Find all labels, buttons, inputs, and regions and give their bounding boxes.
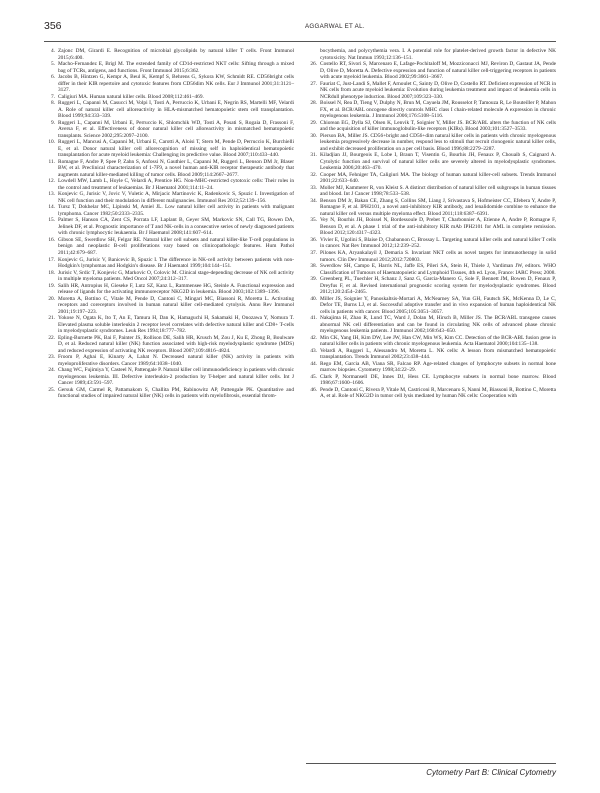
reference-text: Velardi A, Ruggeri L, Alessandro M, Moretta L. NK cells: A lesson from mismatched hematopoietic transplantation. Trends Immunol 2002;23:438–444. [320, 347, 556, 361]
reference-text: Palmer S, Hanson CA, Zent CS, Porrata LF, Laplant B, Geyer SM, Markovic SN, Call TG, Bowen DA, Jelinek DF, et al. Prognostic importance of T and NK-cells in a consecutive series of newly diagnosed patients with chronic lymphocytic leukaemia. Br J Haematol 2008;141:607–614. [58, 217, 294, 237]
reference-number: 27. [310, 80, 317, 87]
reference-number: 28. [310, 100, 317, 107]
reference-number: 8. [50, 100, 55, 107]
reference-number: 46. [310, 386, 317, 393]
reference-text: Moller MJ, Kammerer R, von Kleist S. A distinct distribution of natural killer cell subgroups in human tissues and blood. Int J Cancer 1998;78:533–538. [320, 184, 556, 198]
reference-item [44, 237, 294, 257]
reference-text: Konjevic G, Jurisic V, Banicevic B, Spuzic I. The difference in NK-cell activity between patients with non-Hodgkin's lymphomas and Hodgkin's disease. Br J Haematol 1999;104:144–151. [58, 256, 294, 270]
reference-text: Lowdell MW, Lamb L, Hoyle C, Velardi A, Prentice HG. Non-MHC-restricted cytotoxic cells: Their roles in the control and treatment of leukaemias. Br J Haematol 2001;114:11–24. [58, 178, 294, 191]
reference-text: Yokose N, Ogata K, Ito T, An E, Tamura H, Dan K, Hamaguchi H, Sakamaki H, Onozawa Y, Nomura T. Elevated plasma soluble interleukin 2 receptor level correlates with defective natural killer and CD8+ T-cells in myelodysplastic syndromes. Leuk Res 1994;18:777–782. [58, 315, 294, 335]
reference-item [306, 198, 556, 218]
reference-item [44, 296, 294, 316]
reference-number: 40. [310, 295, 317, 302]
reference-number: 26. [310, 61, 317, 68]
reference-number: 10. [48, 139, 55, 146]
reference-item [306, 152, 556, 172]
reference-text: Boissel N, Rea D, Tieng V, Dulphy N, Brun M, Cayuela JM, Rousselot P, Tamouza R, Le Bouteiller P, Mahon FX, et al. BCR/ABL oncogene directly controls MHC class I chain-related molecule A expression in chronic myelogenous leukemia. J Immunol 2006;176:5108–5116. [320, 100, 556, 120]
reference-item [44, 74, 294, 94]
reference-text: Miller JS, Soignier Y, Panoskaltsis-Mortari A, McNearney SA, Yun GH, Fautsch SK, McKenna D, Le C, Defor TE, Burns LJ, et al. Successful adoptive transfer and in vivo expansion of human haploidentical NK cells in patients with cancer. Blood 2005;105:3051–3057. [320, 295, 556, 315]
reference-number: 41. [310, 315, 317, 322]
reference-item [44, 204, 294, 217]
reference-text: Nakajima H, Zhao R, Lund TC, Ward J, Dolan M, Hirsch B, Miller JS. The BCR/ABL transgene causes abnormal NK cell differentiation and can be found in circulating NK cells of advanced phase chronic myelogenous leukemia patients. J Immunol 2002;168:643–650. [320, 315, 556, 335]
right-column-references [306, 48, 556, 400]
reference-text: Vey N, Bourhis JH, Boissel N, Bordessoule D, Prebet T, Charbonnier A, Etienne A, Andre P, Romagne F, Benson D, et al. A phase 1 trial of the anti-inhibitory KIR mAb IPH2101 for AML in complete remission. Blood 2012;120:4317–4323. [320, 217, 556, 237]
reference-text: Pierson BA, Miller JS. CD56+bright and CD56+dim natural killer cells in patients with chronic myelogenous leukemia progressively decrease in number, respond less to stimuli that recruit clonogenic natural killer cells, and exhibit decreased proliferation on a per cell basis. Blood 1996;88:2279–2287. [320, 132, 556, 152]
page-number: 356 [44, 20, 62, 32]
reference-text: Romagne F, Andre P, Spee P, Zahn S, Anfossi N, Gauthier L, Capanni M, Ruggeri L, Benson DM Jr, Blaser BW, et al. Preclinical characterization of 1-7F9, a novel human anti-KIR receptor therapeutic antibody that augments natural killer-mediated killing of tumor cells. Blood 2009;114:2667–2677. [58, 158, 294, 178]
reference-number: 12. [48, 178, 55, 185]
reference-item [44, 159, 294, 179]
reference-text: Gibson SE, Swerdlow SH, Felgar RE. Natural killer cell subsets and natural killer-like T-cell populations in benign and neoplastic B-cell proliferations vary based on clinicopathologic features. Hum Pathol 2011;42:679–687. [58, 236, 294, 256]
reference-item [44, 354, 294, 367]
reference-text: Jurisic V, Srdic T, Konjevic G, Markovic O, Colovic M. Clinical stage-depending decrease of NK cell activity in multiple myeloma patients. Med Oncol 2007;24:312–317. [58, 269, 294, 283]
reference-text: Swerdlow SH, Campo E, Harris NL, Jaffe ES, Pileri SA, Stein H, Thiele J, Vardiman JW, editors. WHO Classification of Tumours of Haematopoietic and Lymphoid Tissues, 4th ed. Lyon, France: IARC Press; 2008. [320, 263, 556, 276]
reference-item [306, 172, 556, 185]
reference-item [306, 120, 556, 133]
reference-number: 14. [48, 204, 55, 211]
reference-number: 38. [310, 263, 317, 270]
journal-footer: Cytometry Part B: Clinical Cytometry [426, 768, 556, 777]
reference-item [44, 283, 294, 296]
reference-item [306, 296, 556, 316]
reference-item [306, 348, 556, 361]
reference-item [306, 81, 556, 101]
reference-text: Moretta A, Bottino C, Vitale M, Pende D, Cantoni C, Mingari MC, Biassoni R, Moretta L. Activating receptors and coreceptors involved in human natural killer cell-mediated cytolysis. Annu Rev Immunol 2001;19:197–223. [58, 295, 294, 315]
reference-text: Macho-Fernandez E, Brigl M. The extended family of CD1d-restricted NKT cells: Sifting through a mixed bag of TCRs, antigens, and functions. Front Immunol 2015;6:362. [58, 61, 294, 74]
reference-text: Chang WC, Fujimiya Y, Casteel N, Pattengale P. Natural killer cell immunodeficiency in patients with chronic myelogenous leukemia. III. Defective interleukin-2 production by T-helper and natural killer cells. Int J Cancer 1989;43:591–597. [58, 367, 294, 387]
reference-text: Clark P, Normansell DE, Innes DJ, Hess CE. Lymphocyte subsets in normal bone marrow. Blood 1986;67:1600–1606. [320, 373, 556, 387]
reference-item [306, 387, 556, 400]
reference-item [44, 48, 294, 61]
reference-item [306, 250, 556, 263]
reference-continuation: bocythemia, and polycythemia vera. I. A potential role for platelet-derived growth factor in defective NK cytotoxicity. Nat Immun 1993;12:136–151. [320, 48, 556, 61]
reference-number: 9. [50, 119, 55, 126]
reference-item [44, 315, 294, 335]
reference-number: 11. [48, 158, 55, 165]
reference-number: 37. [310, 249, 317, 256]
reference-item [306, 237, 556, 250]
reference-text: Epling-Burnette PK, Bai F, Painter JS, Rollison DE, Salih HR, Krusch M, Zou J, Ku E, Zhong B, Boulware D, et al. Reduced natural killer (NK) function associated with high-risk myelodysplastic syndrome (MDS) and reduced expression of activating NK receptors. Blood 2007;109:4816–4824. [58, 334, 294, 354]
reference-text: Ruggeri L, Capanni M, Urbani E, Perruccio K, Shlomchik WD, Tosti A, Posati S, Rogaia D, Frassoni F, Aversa F, et al. Effectiveness of donor natural killer cell alloreactivity in mismatched hematopoietic transplants. Science 2002;295:2097–2100. [58, 119, 294, 139]
reference-number: 16. [48, 236, 55, 243]
reference-item [44, 61, 294, 74]
reference-text: Min CK, Yang IH, Kim DW, Lee JW, Han CW, Min WS, Kim CC. Detection of the BCR-ABL fusion gene in natural killer cells in patients with chronic myelogenous leukemia. Acta Haematol 2000;104:135–138. [320, 334, 556, 348]
reference-number: 43. [310, 347, 317, 354]
reference-text: Gersuk GM, Carmel R, Pattamakom S, Challita PM, Rabinowitz AP, Pattengale PK. Quantitative and functional studies of impaired natural killer (NK) cells in patients with myelofibrosis, essential throm- [58, 386, 294, 400]
reference-item [306, 61, 556, 81]
reference-text: Fauriat C, Just-Landi S, Mallet F, Arnoulet C, Sainty D, Olive D, Costello RT. Deficient expression of NCR in NK cells from acute myeloid leukemia: Evolution during leukemia treatment and impact of leukemia cells in NCRdull phenotype induction. Blood 2007;109:323–330. [320, 80, 556, 100]
reference-item [44, 387, 294, 400]
reference-number: 29. [310, 119, 317, 126]
reference-item [306, 263, 556, 276]
reference-text: Costello RT, Sivori S, Marcenaro E, Lafage-Pochitaloff M, Mozziconacci MJ, Reviron D, Gastaut JA, Pende D, Olive D, Moretta A. Defective expression and function of natural killer cell-triggering receptors in patients with acute myeloid leukemia. Blood 2002;99:3661–3667. [320, 61, 556, 81]
reference-number: 39. [310, 276, 317, 283]
reference-item [306, 185, 556, 198]
reference-text: Konjevic G, Jurisic V, Jovic V, Vuletic A, Mirjacic Martinovic K, Radenkovic S, Spuzic I. Investigation of NK cell function and their modulation in different malignancies. Immunol Res 2012;52:139–156. [58, 191, 294, 204]
reference-number: 7. [50, 93, 55, 100]
reference-text: Pilones KA, Aryankalayil J, Demaria S. Invariant NKT cells as novel targets for immunotherapy in solid tumors. Clin Dev Immunol 2012;2012:720803. [320, 249, 556, 263]
reference-number: 18. [48, 269, 55, 276]
reference-number: 24. [48, 367, 55, 374]
reference-number: 20. [48, 295, 55, 302]
reference-item [306, 276, 556, 296]
reference-number: 19. [48, 282, 55, 289]
reference-item [44, 191, 294, 204]
reference-number: 4. [50, 48, 55, 54]
reference-text: Benson DM Jr, Bakan CE, Zhang S, Collins SM, Liang J, Srivastava S, Hofmeister CC, Efebera Y, Andre P, Romagne F, et al. IPH2101, a novel anti-inhibitory KIR antibody, and lenalidomide combine to enhance the natural killer cell versus multiple myeloma effect. Blood 2011;118:6387–6391. [320, 197, 556, 217]
reference-text: Cooper MA, Fehniger TA, Caligiuri MA. The biology of human natural killer-cell subsets. Trends Immunol 2001;22:633–640. [320, 171, 556, 185]
reference-text: Ruggeri L, Mancusi A, Capanni M, Urbani E, Carotti A, Aloisi T, Stern M, Pende D, Perruccio K, Burchielli E, et al. Donor natural killer cell allorecognition of missing self in haploidentical hematopoietic transplantation for acute myeloid leukemia: Challenging its predictive value. Blood 2007;110:433–440. [58, 139, 294, 159]
reference-number: 35. [310, 217, 317, 224]
reference-number: 34. [310, 197, 317, 204]
reference-item [44, 120, 294, 140]
reference-number: 44. [310, 360, 317, 367]
reference-number: 15. [48, 217, 55, 224]
reference-text: Caligiuri MA. Human natural killer cells. Blood 2008;112:461–469. [58, 93, 204, 100]
header-rule [44, 41, 556, 42]
reference-number: 33. [310, 184, 317, 191]
reference-item [44, 367, 294, 387]
reference-item [306, 315, 556, 335]
reference-text: Ruggeri L, Capanni M, Casucci M, Volpi I, Tosti A, Perruccio K, Urbani E, Negrin RS, Martelli MF, Velardi A. Role of natural killer cell alloreactivity in HLA-mismatched hematopoietic stem cell transplantation. Blood 1999;94:333–339. [58, 100, 294, 120]
running-head: AGGARWAL ET AL. [305, 23, 365, 30]
page-header [44, 20, 556, 42]
reference-number: 30. [310, 132, 317, 139]
reference-text: Jacobs B, Hintzen G, Kempr A, Beul K, Kempf S, Behrens G, Sykora KW, Schmidt RE. CD56bright cells differ in their KIR repertoire and cytotoxic features from CD56dim NK cells. Eur J Immunol 2001;31:3121–3127. [58, 74, 294, 94]
reference-text: Greenberg PL, Tuechler H, Schanz J, Sanz G, Garcia-Manero G, Sole F, Bennett JM, Bowen D, Fenaux P, Dreyfus F, et al. Revised international prognostic scoring system for myelodysplastic syndromes. Blood 2012;120:2454–2465. [320, 276, 556, 296]
reference-text: Rego EM, Garcia AB, Viana SR, Falcao RP. Age-related changes of lymphocyte subsets in normal bone marrow biopsies. Cytometry 1998;34:22–29. [320, 360, 556, 374]
reference-item [306, 335, 556, 348]
reference-item [306, 374, 556, 387]
footer-rule [306, 763, 556, 764]
reference-text: Pende D, Cantoni C, Rivera P, Vitale M, Castriconi R, Marcenaro S, Nanni M, Biassoni R, Bottino C, Moretta A, et al. Role of NKG2D in tumor cell lysis mediated by human NK cells: Cooperation with [320, 386, 556, 400]
reference-item [44, 270, 294, 283]
reference-item [306, 133, 556, 153]
reference-number: 42. [310, 334, 317, 341]
reference-number: 23. [48, 354, 55, 361]
reference-number: 21. [48, 315, 55, 322]
reference-item [44, 139, 294, 159]
reference-number: 31. [310, 152, 317, 159]
reference-item [306, 361, 556, 374]
reference-item [306, 100, 556, 120]
reference-number: 36. [310, 236, 317, 243]
reference-number: 25. [48, 386, 55, 393]
reference-text: Kiladjian JJ, Bourgeois E, Lobe I, Braun T, Visentin G, Bourhis JH, Fenaux P, Chouaib S, Caignard A. Cytolytic function and survival of natural killer cells are severely altered in myelodysplastic syndromes. Leukemia 2006;20:463–470. [320, 152, 556, 172]
reference-text: Salih HR, Antropius H, Gieseke F, Lutz SZ, Kanz L, Rammensee HG, Steinle A. Functional expression and release of ligands for the activating immunoreceptor NKG2D in leukemia. Blood 2003;102:1389–1396. [58, 282, 294, 296]
reference-number: 17. [48, 256, 55, 263]
reference-number: 6. [50, 74, 55, 81]
reference-number: 32. [310, 171, 317, 178]
reference-item [44, 335, 294, 355]
reference-number: 22. [48, 334, 55, 341]
reference-item [306, 217, 556, 237]
reference-number: 45. [310, 373, 317, 380]
reference-item [44, 257, 294, 270]
reference-text: Chiorean EG, Dylla SJ, Olsen K, Lenvik T, Soignier Y, Miller JS. BCR/ABL alters the function of NK cells and the acquisition of killer immunoglobulin-like receptors (KIRs). Blood 2003;101:3527–3533. [320, 119, 556, 133]
reference-text: Vivier E, Ugolini S, Blaise D, Chabannon C, Brossay L. Targeting natural killer cells and natural killer T cells in cancer. Nat Rev Immunol 2012;12:239–252. [320, 236, 556, 250]
reference-number: 13. [48, 191, 55, 198]
reference-text: Tursz T, Dokhelar MC, Lipinski M, Amiel JL. Low natural killer cell activity in patients with malignant lymphoma. Cancer 1982;50:2333–2335. [58, 204, 294, 217]
reference-text: Froom P, Aghai E, Kinarty A, Lahat N. Decreased natural killer (NK) activity in patients with myeloproliferative disorders. Cancer 1989;64:1038–1040. [58, 354, 294, 367]
reference-item [44, 217, 294, 237]
reference-item [44, 178, 294, 191]
reference-item [44, 100, 294, 120]
reference-text: Zajonc DM, Girardi E. Recognition of microbial glycolipids by natural killer T cells. Front Immunol 2015;6:400. [58, 48, 294, 61]
reference-number: 5. [50, 61, 55, 68]
left-column-references [44, 48, 294, 400]
